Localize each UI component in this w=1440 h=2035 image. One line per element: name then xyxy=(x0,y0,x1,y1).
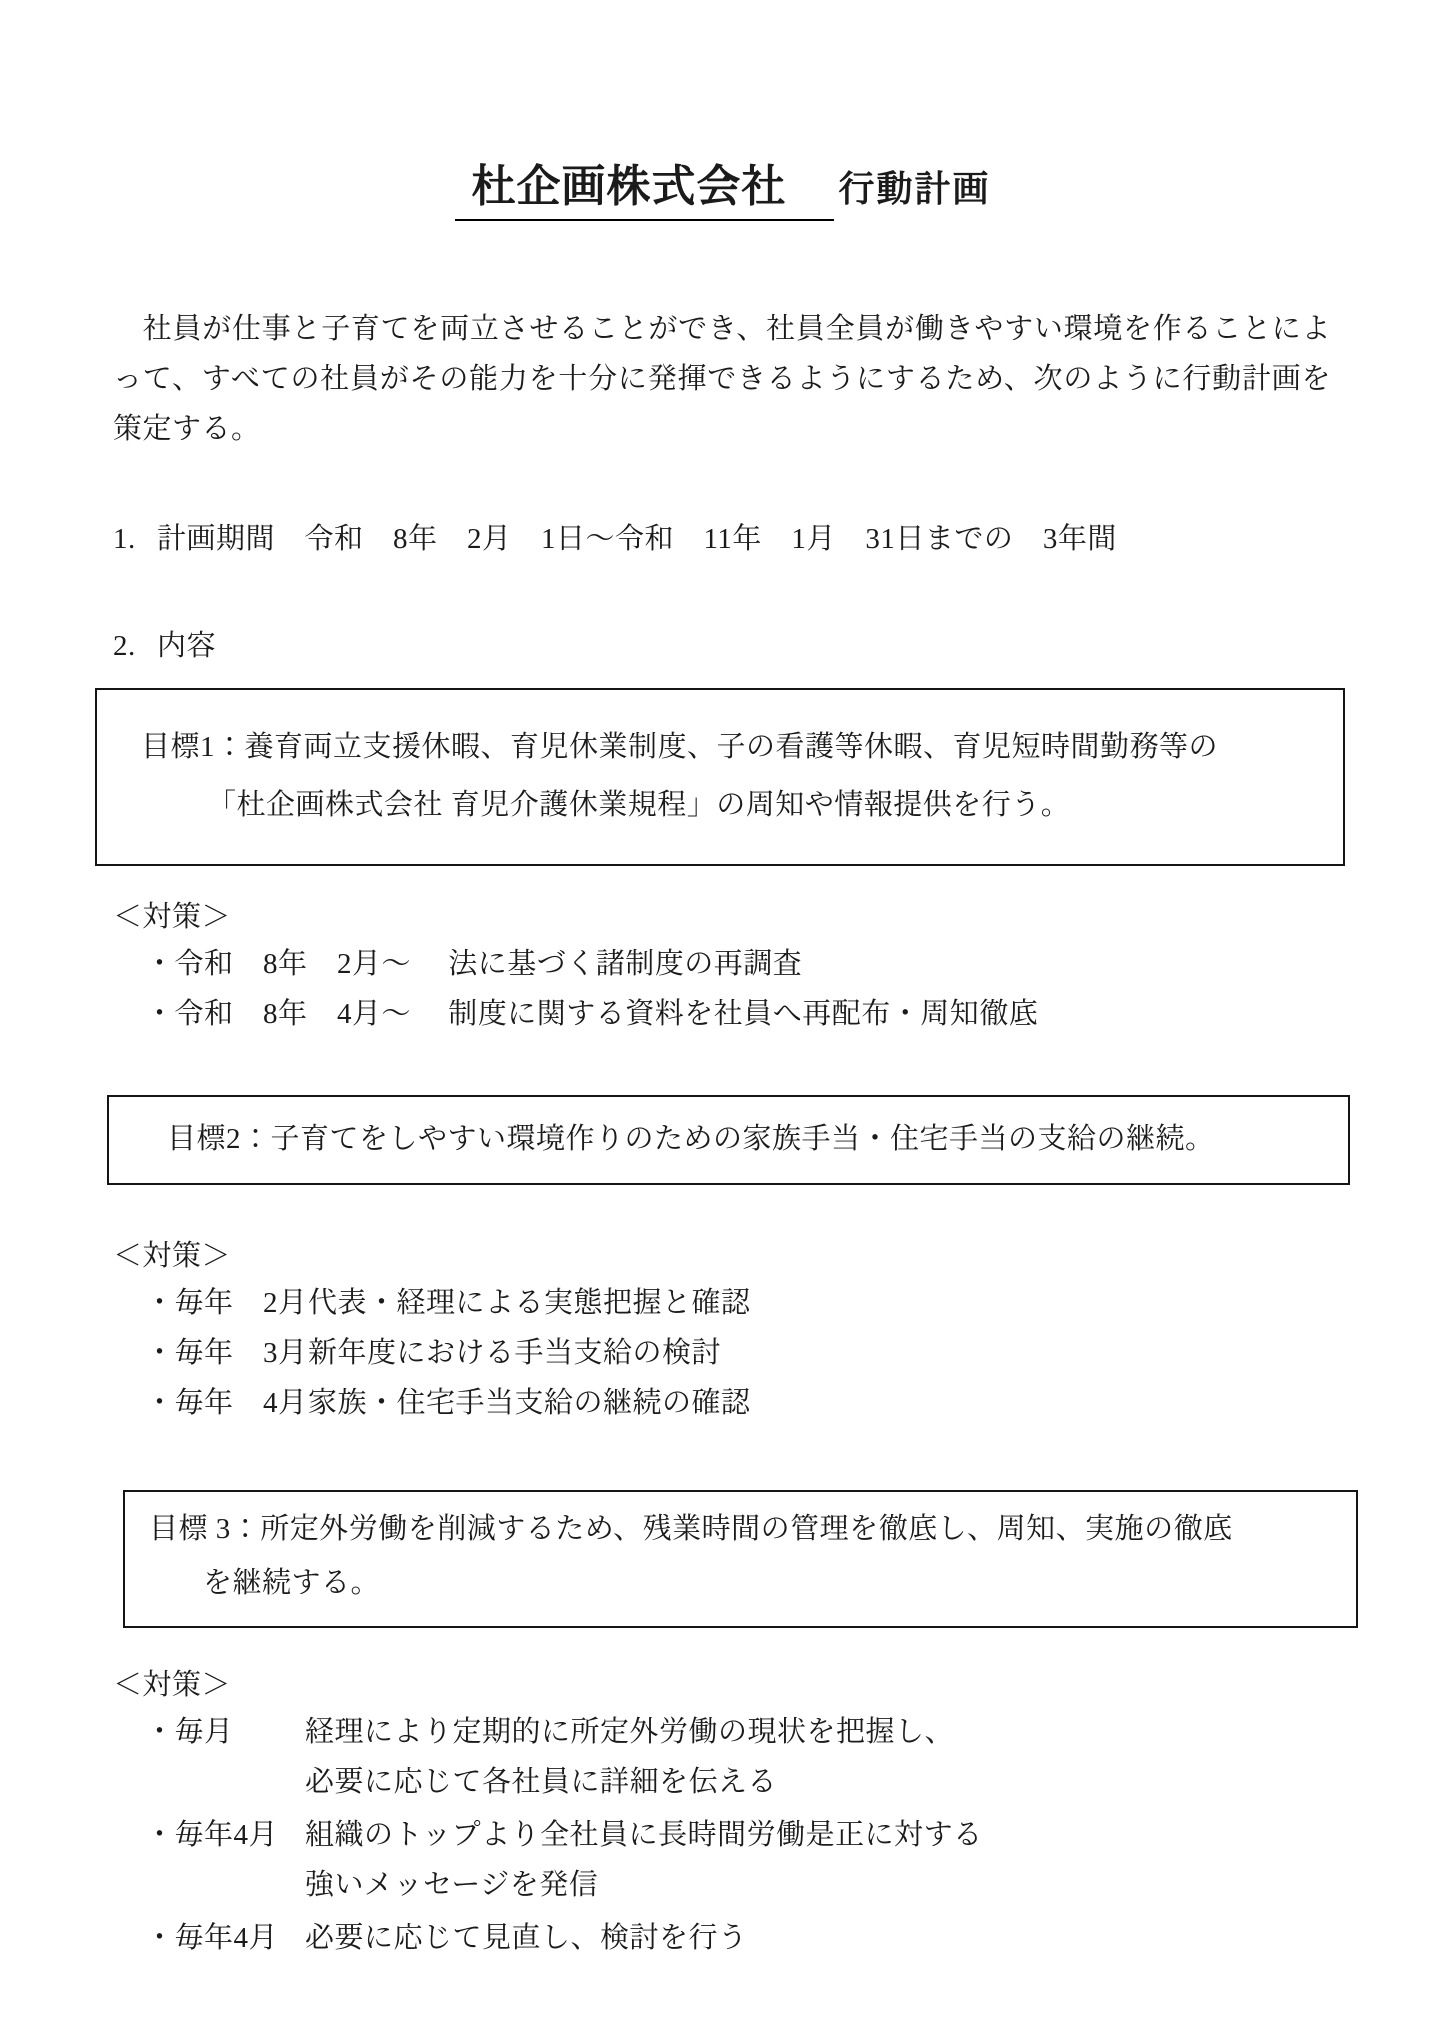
goal-1-line-2: 「杜企画株式会社 育児介護休業規程」の周知や情報提供を行う。 xyxy=(207,789,1071,821)
measures-1-item: ・令和 8年 4月～ 制度に関する資料を社員へ再配布・周知徹底 xyxy=(145,998,1039,1030)
measures-2-heading: ＜対策＞ xyxy=(113,1240,232,1272)
contents-number: 2. xyxy=(113,630,136,662)
measures-3-item-desc xyxy=(305,1707,1333,1807)
measures-2-item-desc: 代表・経理による実態把握と確認 xyxy=(308,1287,751,1319)
company-name: 杜企画株式会社 xyxy=(455,162,834,221)
measures-2-item-label: ・毎年 2月 xyxy=(145,1287,308,1319)
measures-3-item-label: ・毎月 xyxy=(145,1716,234,1748)
measures-1-item: ・令和 8年 2月～ 法に基づく諸制度の再調査 xyxy=(145,948,803,980)
measures-2-item xyxy=(113,1278,1333,1328)
measures-3-item-desc-line: 強いメッセージを発信 xyxy=(305,1869,599,1901)
goal-3-box xyxy=(123,1490,1358,1628)
measures-3-item-desc xyxy=(305,1810,1333,1910)
measures-section-2 xyxy=(113,1233,1333,1428)
measures-3-item-desc xyxy=(305,1913,1333,1963)
measures-2-item-desc: 家族・住宅手当支給の継続の確認 xyxy=(308,1387,751,1419)
measures-3-item-desc-line: 必要に応じて見直し、検討を行う xyxy=(305,1922,748,1954)
measures-section-1 xyxy=(113,894,1333,1039)
plan-period-line xyxy=(113,516,1333,557)
intro-paragraph: 社員が仕事と子育てを両立させることができ、社員全員が働きやすい環境を作ることによって、すべての社員がその能力を十分に発揮できるようにするため、次のように行動計画を策定する。 xyxy=(113,313,1331,445)
goal-3-line-1: 目標 3：所定外労働を削減するため、残業時間の管理を徹底し、周知、実施の徹底 xyxy=(149,1513,1233,1545)
measures-2-item-desc: 新年度における手当支給の検討 xyxy=(308,1337,722,1369)
measures-1-heading: ＜対策＞ xyxy=(113,901,232,933)
contents-text: 内容 xyxy=(157,630,217,662)
plan-period-text: 計画期間 令和 8年 2月 1日～令和 11年 1月 31日までの 3年間 xyxy=(157,523,1117,555)
measures-3-item xyxy=(113,1810,1333,1910)
measures-3-item xyxy=(113,1913,1333,1963)
measures-2-item xyxy=(113,1378,1333,1428)
measures-3-item-desc-line: 組織のトップより全社員に長時間労働是正に対する xyxy=(305,1819,983,1851)
measures-3-item-label: ・毎年4月 xyxy=(145,1922,279,1954)
goal-1-line-1: 目標1：養育両立支援休暇、育児休業制度、子の看護等休暇、育児短時間勤務等の xyxy=(141,731,1219,763)
goal-1-box xyxy=(95,688,1345,866)
goal-2-box xyxy=(107,1095,1350,1185)
goal-3-line-2: を継続する。 xyxy=(203,1567,381,1599)
document-title xyxy=(113,150,1333,214)
measures-3-item xyxy=(113,1707,1333,1807)
measures-3-heading: ＜対策＞ xyxy=(113,1669,232,1701)
contents-heading-line xyxy=(113,623,1333,664)
measures-2-item xyxy=(113,1328,1333,1378)
measures-3-item-desc-line: 経理により定期的に所定外労働の現状を把握し、 xyxy=(305,1716,955,1748)
title-subtitle: 行動計画 xyxy=(838,169,991,209)
measures-section-3 xyxy=(113,1662,1333,1963)
measures-2-item-label: ・毎年 4月 xyxy=(145,1387,308,1419)
measures-3-item-desc-line: 必要に応じて各社員に詳細を伝える xyxy=(305,1766,778,1798)
goal-2-line-1: 目標2：子育てをしやすい環境作りのための家族手当・住宅手当の支給の継続。 xyxy=(167,1123,1215,1155)
plan-period-number: 1. xyxy=(113,523,136,555)
measures-2-item-label: ・毎年 3月 xyxy=(145,1337,308,1369)
measures-3-item-label: ・毎年4月 xyxy=(145,1819,279,1851)
